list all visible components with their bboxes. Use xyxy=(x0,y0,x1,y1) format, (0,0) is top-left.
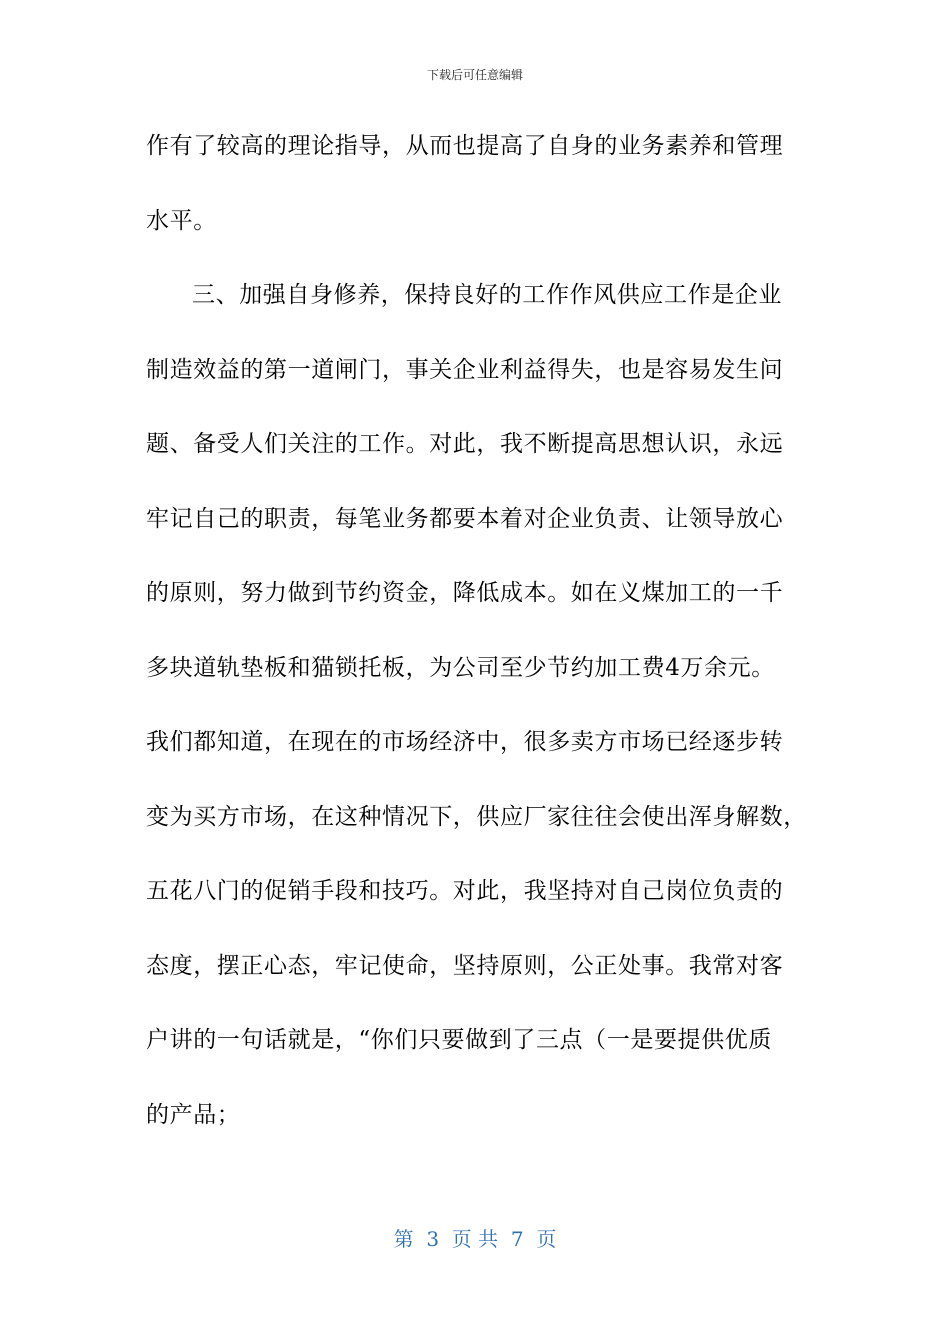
text-line: 的产品； xyxy=(146,1101,241,1128)
text-line: 变为买方市场，在这种情况下，供应厂家往往会使出浑身解数， xyxy=(146,803,807,830)
text-line: 牢记自己的职责，每笔业务都要本着对企业负责、让领导放心 xyxy=(146,505,784,532)
text-line: 作有了较高的理论指导，从而也提高了自身的业务素养和管理 xyxy=(146,133,784,159)
page-number-footer: 第 3 页 共 7 页 xyxy=(393,1227,557,1251)
section-heading-line: 三、加强自身修养，保持良好的工作作风供应工作是企业 xyxy=(192,282,782,308)
header-note: 下载后可任意编辑 xyxy=(426,68,523,82)
text-line: 态度，摆正心态，牢记使命，坚持原则，公正处事。我常对客 xyxy=(146,952,784,979)
text-line: 多块道轨垫板和猫锁托板，为公司至少节约加工费4万余元。 xyxy=(146,654,775,681)
document-body xyxy=(146,124,816,1167)
text-line: 水平。 xyxy=(146,207,217,234)
text-line: 的原则，努力做到节约资金，降低成本。如在义煤加工的一千 xyxy=(146,580,784,606)
text-line: 我们都知道，在现在的市场经济中，很多卖方市场已经逐步转 xyxy=(146,729,784,755)
text-line: 户讲的一句话就是，“你们只要做到了三点（一是要提供优质 xyxy=(146,1027,772,1053)
text-line: 五花八门的促销手段和技巧。对此，我坚持对自己岗位负责的 xyxy=(146,878,784,904)
text-line: 制造效益的第一道闸门，事关企业利益得失，也是容易发生问 xyxy=(146,356,784,383)
text-line: 题、备受人们关注的工作。对此，我不断提高思想认识，永远 xyxy=(146,431,784,457)
